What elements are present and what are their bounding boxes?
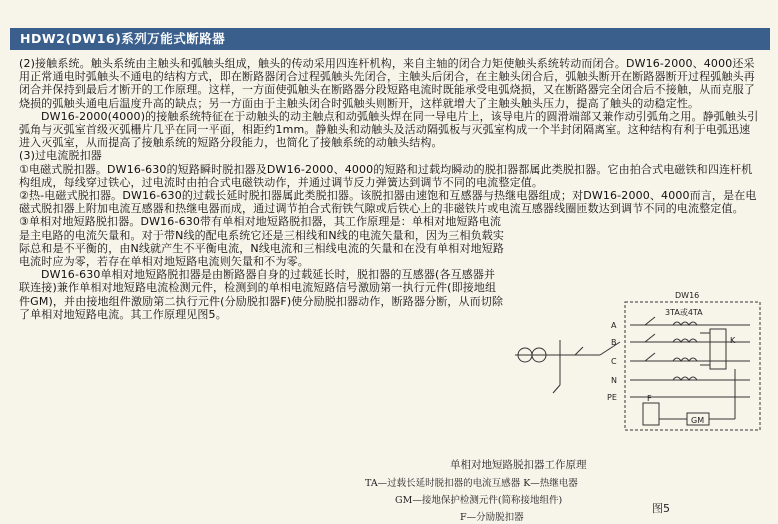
gm-label: GM	[691, 416, 705, 425]
ground-fault-circuit-figure	[365, 285, 770, 524]
f-label: F	[647, 394, 652, 403]
paragraph-electromagnetic-release: ①电磁式脱扣器。DW16-630的短路瞬时脱扣器及DW16-2000、4000的短路和过载均瞬动的脱扣器都属此类脱扣器。它由拍合式电磁铁和四连杆机构组成，每线穿过铁心，过电流时由拍合式电磁铁动作，并通过调节反力弹簧达到调节不同的电流整定值。	[19, 162, 753, 189]
paragraph-contact-structure: DW16-2000(4000)的接触系统特征在于动触头的动主触点和动弧触头焊在同一导电片上，该导电片的圆滑端部又兼作动引弧角之用。静弧触头引弧角与灭弧室首级灭弧栅片几乎在同一平面，相距约1mm。静触头和动触头及活动隔弧板与灭弧室构成一个半封闭隔离室。这种结构有利于电弧迅速进入灭弧室，从而提高了接触系统的短路分段能力，也简化了接触系统的动触头结构。	[19, 109, 759, 150]
figure-legend-1: TA—过载长延时脱扣器的电流互感器 K—热继电器	[365, 478, 578, 489]
phase-c-label: C	[611, 357, 617, 366]
figure-legend-3: F—分励脱扣器	[460, 512, 524, 523]
paragraph-thermal-release: ②热-电磁式脱扣器。DW16-630的过载长延时脱扣器属此类脱扣器。该脱扣器由速饱和互感器与热继电器组成；对DW16-2000、4000而言，是在电磁式脱扣器上附加电流互感器和热继电器而成，通过调节拍合式衔铁气隙或后铁心上的非磁铁片或电流互感器线圈匝数达到调节不同的电流整定值。	[19, 189, 757, 216]
subheading-overcurrent-release: (3)过电流脱扣器	[19, 149, 102, 163]
phase-a-label: A	[611, 321, 617, 330]
figure-number: 图5	[652, 502, 670, 515]
paragraph-contact-system: (2)接触系统。触头系统由主触头和弧触头组成，触头的传动采用四连杆机构，来自主轴的闭合力矩使触头系统转动而闭合。DW16-2000、4000还采用正常通电时弧触头不通电的结构方式，即在断路器闭合过程弧触头先闭合，主触头后闭合，在主触头闭合后，弧触头断开在断路器断开过程弧触头再闭合并保持到最后才断开的工作原理。这样，一方面使弧触头在断路器分段短路电流时既能承受电弧烧损，又在断路器完全闭合后不接触，从而克服了烧损的弧触头通电后温度升高的缺点；另一方面由于主触头闭合时弧触头则断开，这样就增大了主触头触头压力，提高了触头的动稳定性。	[19, 57, 755, 110]
circuit-diagram	[505, 285, 770, 445]
section-title-bar	[10, 28, 770, 50]
figure-caption-title: 单相对地短路脱扣器工作原理	[450, 459, 587, 471]
section-title: HDW2(DW16)系列万能式断路器	[20, 31, 226, 46]
paragraph-ground-fault-release: ③单相对地短路脱扣器。DW16-630带有单相对地短路脱扣器，其工作原理是：单相对地短路电流是主电路的电流矢量和。对于带N线的配电系统它还是三相线和N线的电流矢量和，因为三相负载实际总和是不平衡的，由N线就产生不平衡电流，N线电流和三相线电流的矢量和在没有单相对地短路电流时应为零，若存在单相对地短路电流则矢量和不为零。	[19, 215, 505, 269]
k-label: K	[730, 336, 736, 345]
dw16-label: DW16	[675, 291, 700, 300]
ta-label: 3TA或4TA	[665, 308, 703, 317]
document-body	[19, 57, 759, 321]
figure-legend-2: GM—接地保护检测元件(简称接地组件)	[395, 495, 563, 506]
phase-b-label: B	[611, 338, 617, 347]
phase-pe-label: PE	[607, 393, 617, 402]
f-box	[643, 403, 659, 425]
dw16-enclosure	[625, 302, 760, 430]
phase-n-label: N	[611, 376, 617, 385]
paragraph-ground-fault-principle: DW16-630单相对地短路脱扣器是由断路器自身的过载延长时，脱扣器的互感器(各互感器并联连接)兼作单相对地短路电流检测元件，检测到的单相电流短路信号激励第一执行元件(即接地组件GM)，并由接地组件激励第二执行元件(分励脱扣器F)使分励脱扣器动作，断路器分断，从而切除了单相对地短路电流。其工作原理见图5。	[19, 268, 504, 321]
